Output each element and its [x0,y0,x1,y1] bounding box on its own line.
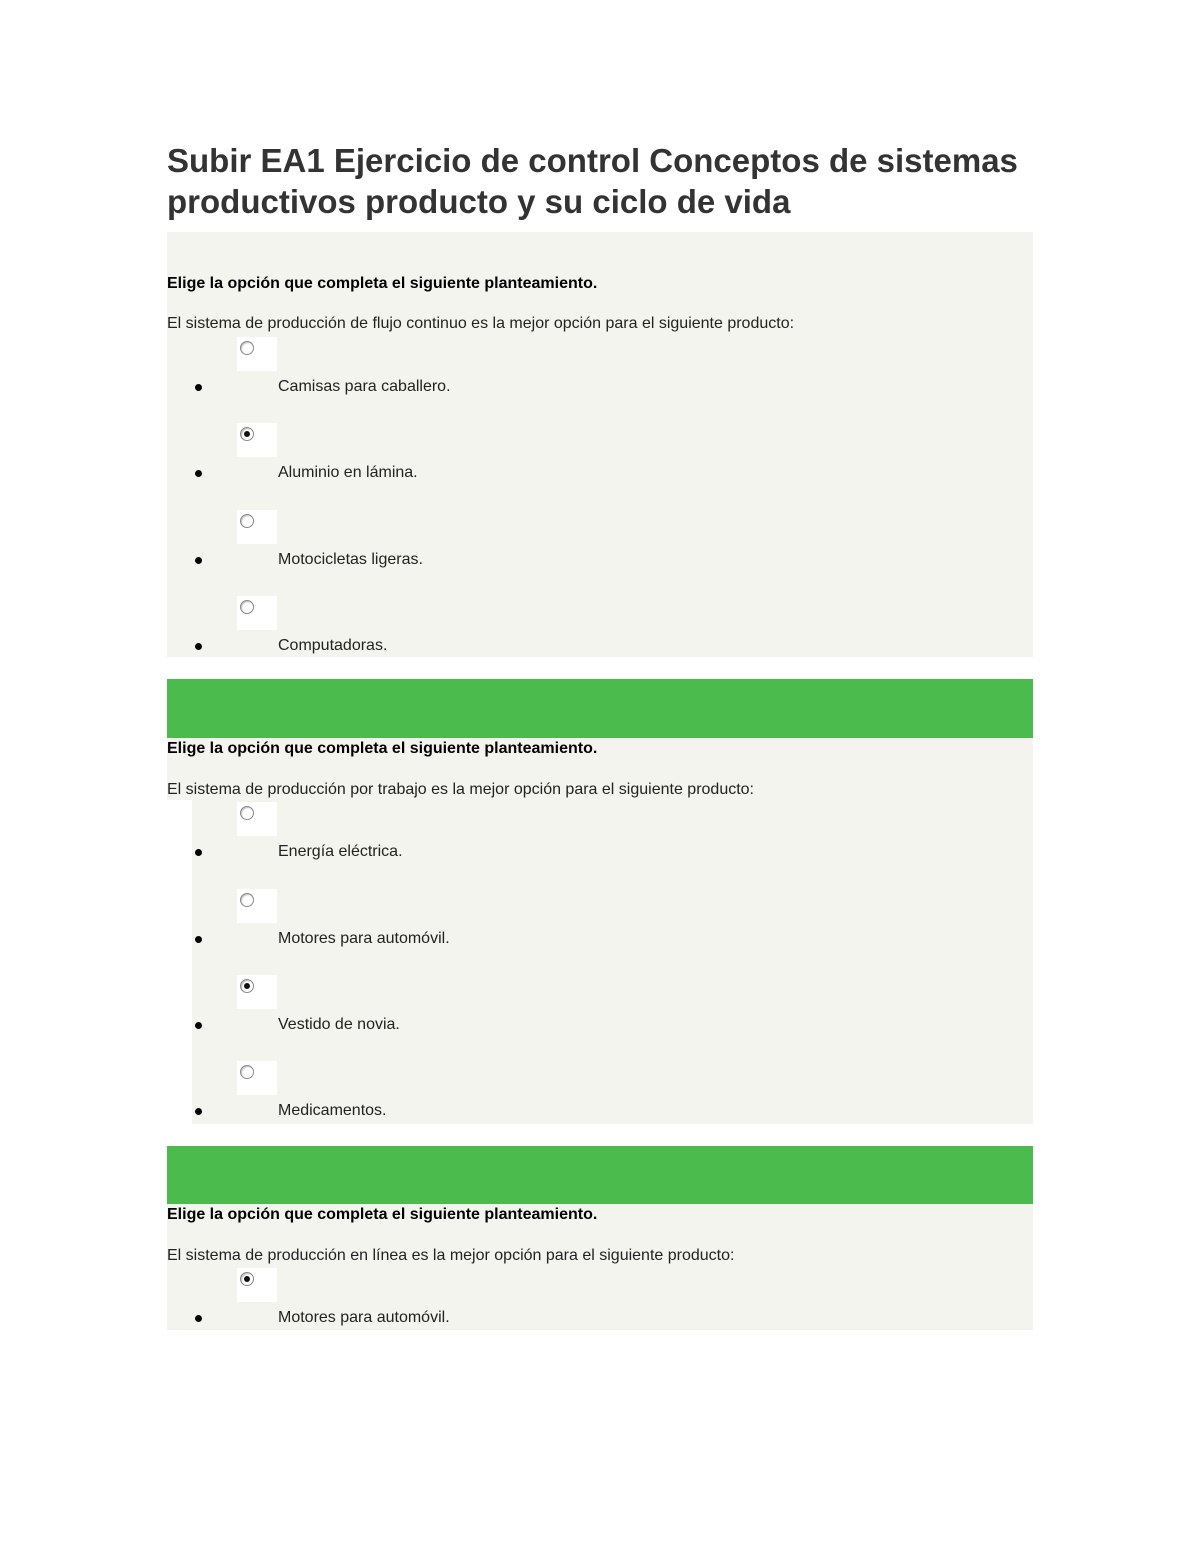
radio-container [237,337,277,371]
option-item[interactable] [167,1268,1033,1354]
option-label: Motores para automóvil. [278,1309,450,1326]
question-header-bar [167,1146,1033,1204]
question-prompt: El sistema de producción por trabajo es la mejor opción para el siguiente producto: [167,781,754,798]
radio-container [237,975,277,1009]
option-label: Computadoras. [278,637,388,654]
radio-container [237,802,277,836]
radio-container [237,889,277,923]
radio-container [237,596,277,630]
bullet-icon [195,936,202,943]
question-1 [167,232,1033,657]
option-item[interactable] [167,510,1033,596]
question-prompt: El sistema de producción en línea es la mejor opción para el siguiente producto: [167,1247,735,1264]
question-instruction: Elige la opción que completa el siguiente planteamiento. [167,740,598,757]
bullet-icon [195,1315,202,1322]
option-item[interactable] [167,337,1033,423]
radio-button[interactable] [240,600,254,614]
radio-container [237,1268,277,1302]
page-title: Subir EA1 Ejercicio de control Conceptos de sistemas productivos producto y su ciclo de vida [167,142,1018,220]
bullet-icon [195,384,202,391]
radio-button[interactable] [240,806,254,820]
option-label: Energía eléctrica. [278,843,403,860]
option-item[interactable] [167,423,1033,509]
question-prompt: El sistema de producción de flujo continuo es la mejor opción para el siguiente producto: [167,315,795,332]
radio-container [237,510,277,544]
radio-container [237,423,277,457]
option-item[interactable] [167,889,1033,975]
question-2 [167,679,1033,1124]
radio-button-selected[interactable] [240,979,254,993]
option-label: Aluminio en lámina. [278,464,418,481]
question-instruction: Elige la opción que completa el siguiente planteamiento. [167,275,598,292]
question-instruction: Elige la opción que completa el siguiente planteamiento. [167,1206,598,1223]
radio-button[interactable] [240,1065,254,1079]
radio-button-selected[interactable] [240,1272,254,1286]
question-header-bar [167,679,1033,738]
radio-button[interactable] [240,341,254,355]
bullet-icon [195,1022,202,1029]
option-item[interactable] [167,802,1033,888]
bullet-icon [195,1108,202,1115]
radio-container [237,1061,277,1095]
option-item[interactable] [167,975,1033,1061]
option-label: Medicamentos. [278,1102,387,1119]
bullet-icon [195,557,202,564]
bullet-icon [195,470,202,477]
option-label: Motocicletas ligeras. [278,551,423,568]
radio-button[interactable] [240,514,254,528]
bullet-icon [195,849,202,856]
option-item[interactable] [167,1061,1033,1147]
option-label: Camisas para caballero. [278,378,451,395]
bullet-icon [195,643,202,650]
question-3 [167,1146,1033,1330]
radio-button[interactable] [240,893,254,907]
option-item[interactable] [167,596,1033,682]
radio-button-selected[interactable] [240,427,254,441]
option-label: Motores para automóvil. [278,930,450,947]
option-label: Vestido de novia. [278,1016,400,1033]
